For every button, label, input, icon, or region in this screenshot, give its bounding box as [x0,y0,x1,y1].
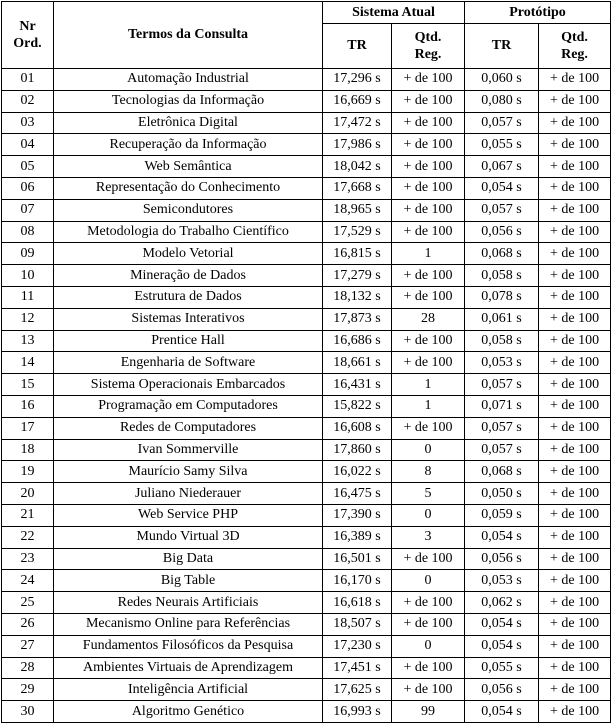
row-number-cell: 27 [2,635,54,657]
table-row [2,199,611,221]
header-prototype-qtd [539,24,611,69]
table-row [2,330,611,352]
row-number-cell: 28 [2,657,54,679]
table-row [2,635,611,657]
current-tr-cell: 16,686 s [323,330,392,352]
row-number-cell: 05 [2,156,54,178]
prototype-tr-cell: 0,057 s [465,417,539,439]
table-row [2,657,611,679]
query-term-cell: Prentice Hall [54,330,323,352]
query-term-cell: Representação do Conhecimento [54,177,323,199]
query-term-cell: Recuperação da Informação [54,134,323,156]
prototype-qtd-cell: + de 100 [539,679,611,701]
row-number-cell: 04 [2,134,54,156]
table-row [2,439,611,461]
current-qtd-cell: + de 100 [392,286,465,308]
prototype-tr-cell: 0,056 s [465,221,539,243]
query-term-cell: Estrutura de Dados [54,286,323,308]
query-term-cell: Inteligência Artificial [54,679,323,701]
current-qtd-cell: + de 100 [392,592,465,614]
current-tr-cell: 17,529 s [323,221,392,243]
prototype-qtd-cell: + de 100 [539,177,611,199]
query-term-cell: Mecanismo Online para Referências [54,613,323,635]
table-row [2,243,611,265]
table-row [2,177,611,199]
row-number-cell: 23 [2,548,54,570]
table-row [2,679,611,701]
query-term-cell: Web Service PHP [54,504,323,526]
current-qtd-cell: 5 [392,483,465,505]
prototype-tr-cell: 0,056 s [465,548,539,570]
row-number-cell: 25 [2,592,54,614]
prototype-qtd-cell: + de 100 [539,548,611,570]
current-qtd-cell: + de 100 [392,221,465,243]
prototype-tr-cell: 0,050 s [465,483,539,505]
current-qtd-cell: + de 100 [392,548,465,570]
table-row [2,308,611,330]
current-tr-cell: 17,625 s [323,679,392,701]
table-row [2,112,611,134]
prototype-qtd-cell: + de 100 [539,308,611,330]
current-qtd-cell: 0 [392,570,465,592]
current-tr-cell: 18,042 s [323,156,392,178]
prototype-tr-cell: 0,060 s [465,69,539,91]
header-current-qtd [392,24,465,69]
prototype-qtd-cell: + de 100 [539,592,611,614]
prototype-tr-cell: 0,053 s [465,352,539,374]
query-term-cell: Mundo Virtual 3D [54,526,323,548]
query-term-cell: Mineração de Dados [54,265,323,287]
prototype-tr-cell: 0,053 s [465,570,539,592]
query-term-cell: Automação Industrial [54,69,323,91]
query-term-cell: Modelo Vetorial [54,243,323,265]
prototype-tr-cell: 0,078 s [465,286,539,308]
table-body [2,69,611,723]
row-number-cell: 06 [2,177,54,199]
current-qtd-cell: + de 100 [392,417,465,439]
query-term-cell: Sistemas Interativos [54,308,323,330]
current-tr-cell: 17,668 s [323,177,392,199]
table-row [2,265,611,287]
prototype-tr-cell: 0,058 s [465,330,539,352]
prototype-tr-cell: 0,057 s [465,439,539,461]
table-row [2,90,611,112]
prototype-qtd-cell: + de 100 [539,613,611,635]
prototype-qtd-cell: + de 100 [539,657,611,679]
row-number-cell: 20 [2,483,54,505]
prototype-tr-cell: 0,061 s [465,308,539,330]
header-terms: Termos da Consulta [54,2,323,69]
prototype-tr-cell: 0,054 s [465,635,539,657]
current-tr-cell: 16,618 s [323,592,392,614]
row-number-cell: 30 [2,701,54,723]
prototype-qtd-cell: + de 100 [539,330,611,352]
query-term-cell: Maurício Samy Silva [54,461,323,483]
header-qtd-line1: Qtd. [414,30,442,45]
query-term-cell: Eletrônica Digital [54,112,323,134]
prototype-tr-cell: 0,055 s [465,134,539,156]
current-tr-cell: 16,815 s [323,243,392,265]
query-term-cell: Metodologia do Trabalho Científico [54,221,323,243]
current-qtd-cell: + de 100 [392,199,465,221]
current-qtd-cell: + de 100 [392,69,465,91]
current-qtd-cell: 1 [392,243,465,265]
query-term-cell: Fundamentos Filosóficos da Pesquisa [54,635,323,657]
current-tr-cell: 16,993 s [323,701,392,723]
header-prototype-tr: TR [465,24,539,69]
prototype-qtd-cell: + de 100 [539,134,611,156]
prototype-tr-cell: 0,071 s [465,395,539,417]
prototype-tr-cell: 0,057 s [465,374,539,396]
current-tr-cell: 16,431 s [323,374,392,396]
prototype-tr-cell: 0,054 s [465,701,539,723]
row-number-cell: 17 [2,417,54,439]
prototype-qtd-cell: + de 100 [539,504,611,526]
current-qtd-cell: 0 [392,635,465,657]
prototype-tr-cell: 0,080 s [465,90,539,112]
prototype-qtd-cell: + de 100 [539,265,611,287]
header-nr-line2: Ord. [13,36,42,51]
current-tr-cell: 16,022 s [323,461,392,483]
prototype-qtd-cell: + de 100 [539,69,611,91]
header-qtd-line2: Reg. [414,47,442,62]
current-qtd-cell: + de 100 [392,156,465,178]
header-qtd-line2: Reg. [561,47,588,62]
prototype-qtd-cell: + de 100 [539,90,611,112]
results-table [1,1,611,723]
current-tr-cell: 18,965 s [323,199,392,221]
header-prototype: Protótipo [465,2,611,24]
table-row [2,504,611,526]
current-tr-cell: 17,451 s [323,657,392,679]
current-qtd-cell: + de 100 [392,613,465,635]
table-row [2,134,611,156]
row-number-cell: 13 [2,330,54,352]
header-nr-ord [2,2,54,69]
prototype-qtd-cell: + de 100 [539,352,611,374]
current-qtd-cell: + de 100 [392,112,465,134]
current-tr-cell: 17,873 s [323,308,392,330]
current-qtd-cell: 0 [392,439,465,461]
query-term-cell: Engenharia de Software [54,352,323,374]
row-number-cell: 12 [2,308,54,330]
prototype-qtd-cell: + de 100 [539,635,611,657]
header-qtd-line1: Qtd. [561,30,588,45]
row-number-cell: 21 [2,504,54,526]
table-row [2,701,611,723]
prototype-qtd-cell: + de 100 [539,701,611,723]
table-row [2,417,611,439]
current-tr-cell: 17,279 s [323,265,392,287]
query-term-cell: Tecnologias da Informação [54,90,323,112]
prototype-qtd-cell: + de 100 [539,461,611,483]
table-row [2,613,611,635]
current-qtd-cell: + de 100 [392,330,465,352]
table-row [2,548,611,570]
current-qtd-cell: + de 100 [392,90,465,112]
current-tr-cell: 17,860 s [323,439,392,461]
row-number-cell: 03 [2,112,54,134]
current-qtd-cell: + de 100 [392,679,465,701]
prototype-tr-cell: 0,057 s [465,112,539,134]
query-term-cell: Redes de Computadores [54,417,323,439]
prototype-qtd-cell: + de 100 [539,417,611,439]
prototype-qtd-cell: + de 100 [539,199,611,221]
row-number-cell: 10 [2,265,54,287]
current-tr-cell: 17,296 s [323,69,392,91]
table-row [2,69,611,91]
current-tr-cell: 16,475 s [323,483,392,505]
table-row [2,156,611,178]
row-number-cell: 24 [2,570,54,592]
table-row [2,395,611,417]
row-number-cell: 19 [2,461,54,483]
table-row [2,461,611,483]
table-row [2,221,611,243]
current-tr-cell: 16,501 s [323,548,392,570]
current-qtd-cell: 28 [392,308,465,330]
table-row [2,374,611,396]
prototype-qtd-cell: + de 100 [539,243,611,265]
table-row [2,352,611,374]
row-number-cell: 22 [2,526,54,548]
current-qtd-cell: + de 100 [392,134,465,156]
prototype-qtd-cell: + de 100 [539,374,611,396]
query-term-cell: Ivan Sommerville [54,439,323,461]
row-number-cell: 11 [2,286,54,308]
current-tr-cell: 16,170 s [323,570,392,592]
query-term-cell: Sistema Operacionais Embarcados [54,374,323,396]
current-qtd-cell: + de 100 [392,265,465,287]
row-number-cell: 08 [2,221,54,243]
query-term-cell: Big Data [54,548,323,570]
current-tr-cell: 17,472 s [323,112,392,134]
prototype-tr-cell: 0,059 s [465,504,539,526]
current-qtd-cell: 3 [392,526,465,548]
table-row [2,526,611,548]
current-qtd-cell: + de 100 [392,352,465,374]
current-tr-cell: 17,390 s [323,504,392,526]
current-tr-cell: 18,661 s [323,352,392,374]
current-tr-cell: 16,669 s [323,90,392,112]
current-tr-cell: 16,608 s [323,417,392,439]
current-qtd-cell: + de 100 [392,657,465,679]
prototype-qtd-cell: + de 100 [539,570,611,592]
prototype-tr-cell: 0,067 s [465,156,539,178]
prototype-tr-cell: 0,068 s [465,243,539,265]
table-row [2,570,611,592]
header-nr-line1: Nr [19,19,36,34]
row-number-cell: 02 [2,90,54,112]
table-row [2,286,611,308]
row-number-cell: 16 [2,395,54,417]
current-qtd-cell: + de 100 [392,177,465,199]
query-term-cell: Big Table [54,570,323,592]
prototype-qtd-cell: + de 100 [539,286,611,308]
prototype-qtd-cell: + de 100 [539,112,611,134]
current-tr-cell: 18,132 s [323,286,392,308]
query-term-cell: Programação em Computadores [54,395,323,417]
row-number-cell: 07 [2,199,54,221]
query-term-cell: Juliano Niederauer [54,483,323,505]
current-qtd-cell: 1 [392,395,465,417]
prototype-qtd-cell: + de 100 [539,483,611,505]
table-header [2,2,611,69]
prototype-tr-cell: 0,057 s [465,199,539,221]
current-qtd-cell: 99 [392,701,465,723]
prototype-tr-cell: 0,054 s [465,613,539,635]
current-tr-cell: 15,822 s [323,395,392,417]
current-qtd-cell: 0 [392,504,465,526]
prototype-tr-cell: 0,054 s [465,177,539,199]
prototype-qtd-cell: + de 100 [539,526,611,548]
query-term-cell: Algoritmo Genético [54,701,323,723]
row-number-cell: 14 [2,352,54,374]
prototype-tr-cell: 0,056 s [465,679,539,701]
prototype-tr-cell: 0,058 s [465,265,539,287]
header-current-system: Sistema Atual [323,2,465,24]
table-row [2,592,611,614]
prototype-qtd-cell: + de 100 [539,439,611,461]
prototype-tr-cell: 0,068 s [465,461,539,483]
query-term-cell: Redes Neurais Artificiais [54,592,323,614]
current-tr-cell: 17,986 s [323,134,392,156]
current-tr-cell: 18,507 s [323,613,392,635]
current-tr-cell: 17,230 s [323,635,392,657]
row-number-cell: 01 [2,69,54,91]
table-row [2,483,611,505]
row-number-cell: 29 [2,679,54,701]
current-qtd-cell: 1 [392,374,465,396]
current-tr-cell: 16,389 s [323,526,392,548]
prototype-qtd-cell: + de 100 [539,221,611,243]
prototype-qtd-cell: + de 100 [539,156,611,178]
current-qtd-cell: 8 [392,461,465,483]
query-term-cell: Semicondutores [54,199,323,221]
prototype-qtd-cell: + de 100 [539,395,611,417]
row-number-cell: 26 [2,613,54,635]
header-current-tr: TR [323,24,392,69]
query-term-cell: Ambientes Virtuais de Aprendizagem [54,657,323,679]
row-number-cell: 09 [2,243,54,265]
prototype-tr-cell: 0,062 s [465,592,539,614]
row-number-cell: 18 [2,439,54,461]
query-term-cell: Web Semântica [54,156,323,178]
row-number-cell: 15 [2,374,54,396]
prototype-tr-cell: 0,054 s [465,526,539,548]
prototype-tr-cell: 0,055 s [465,657,539,679]
